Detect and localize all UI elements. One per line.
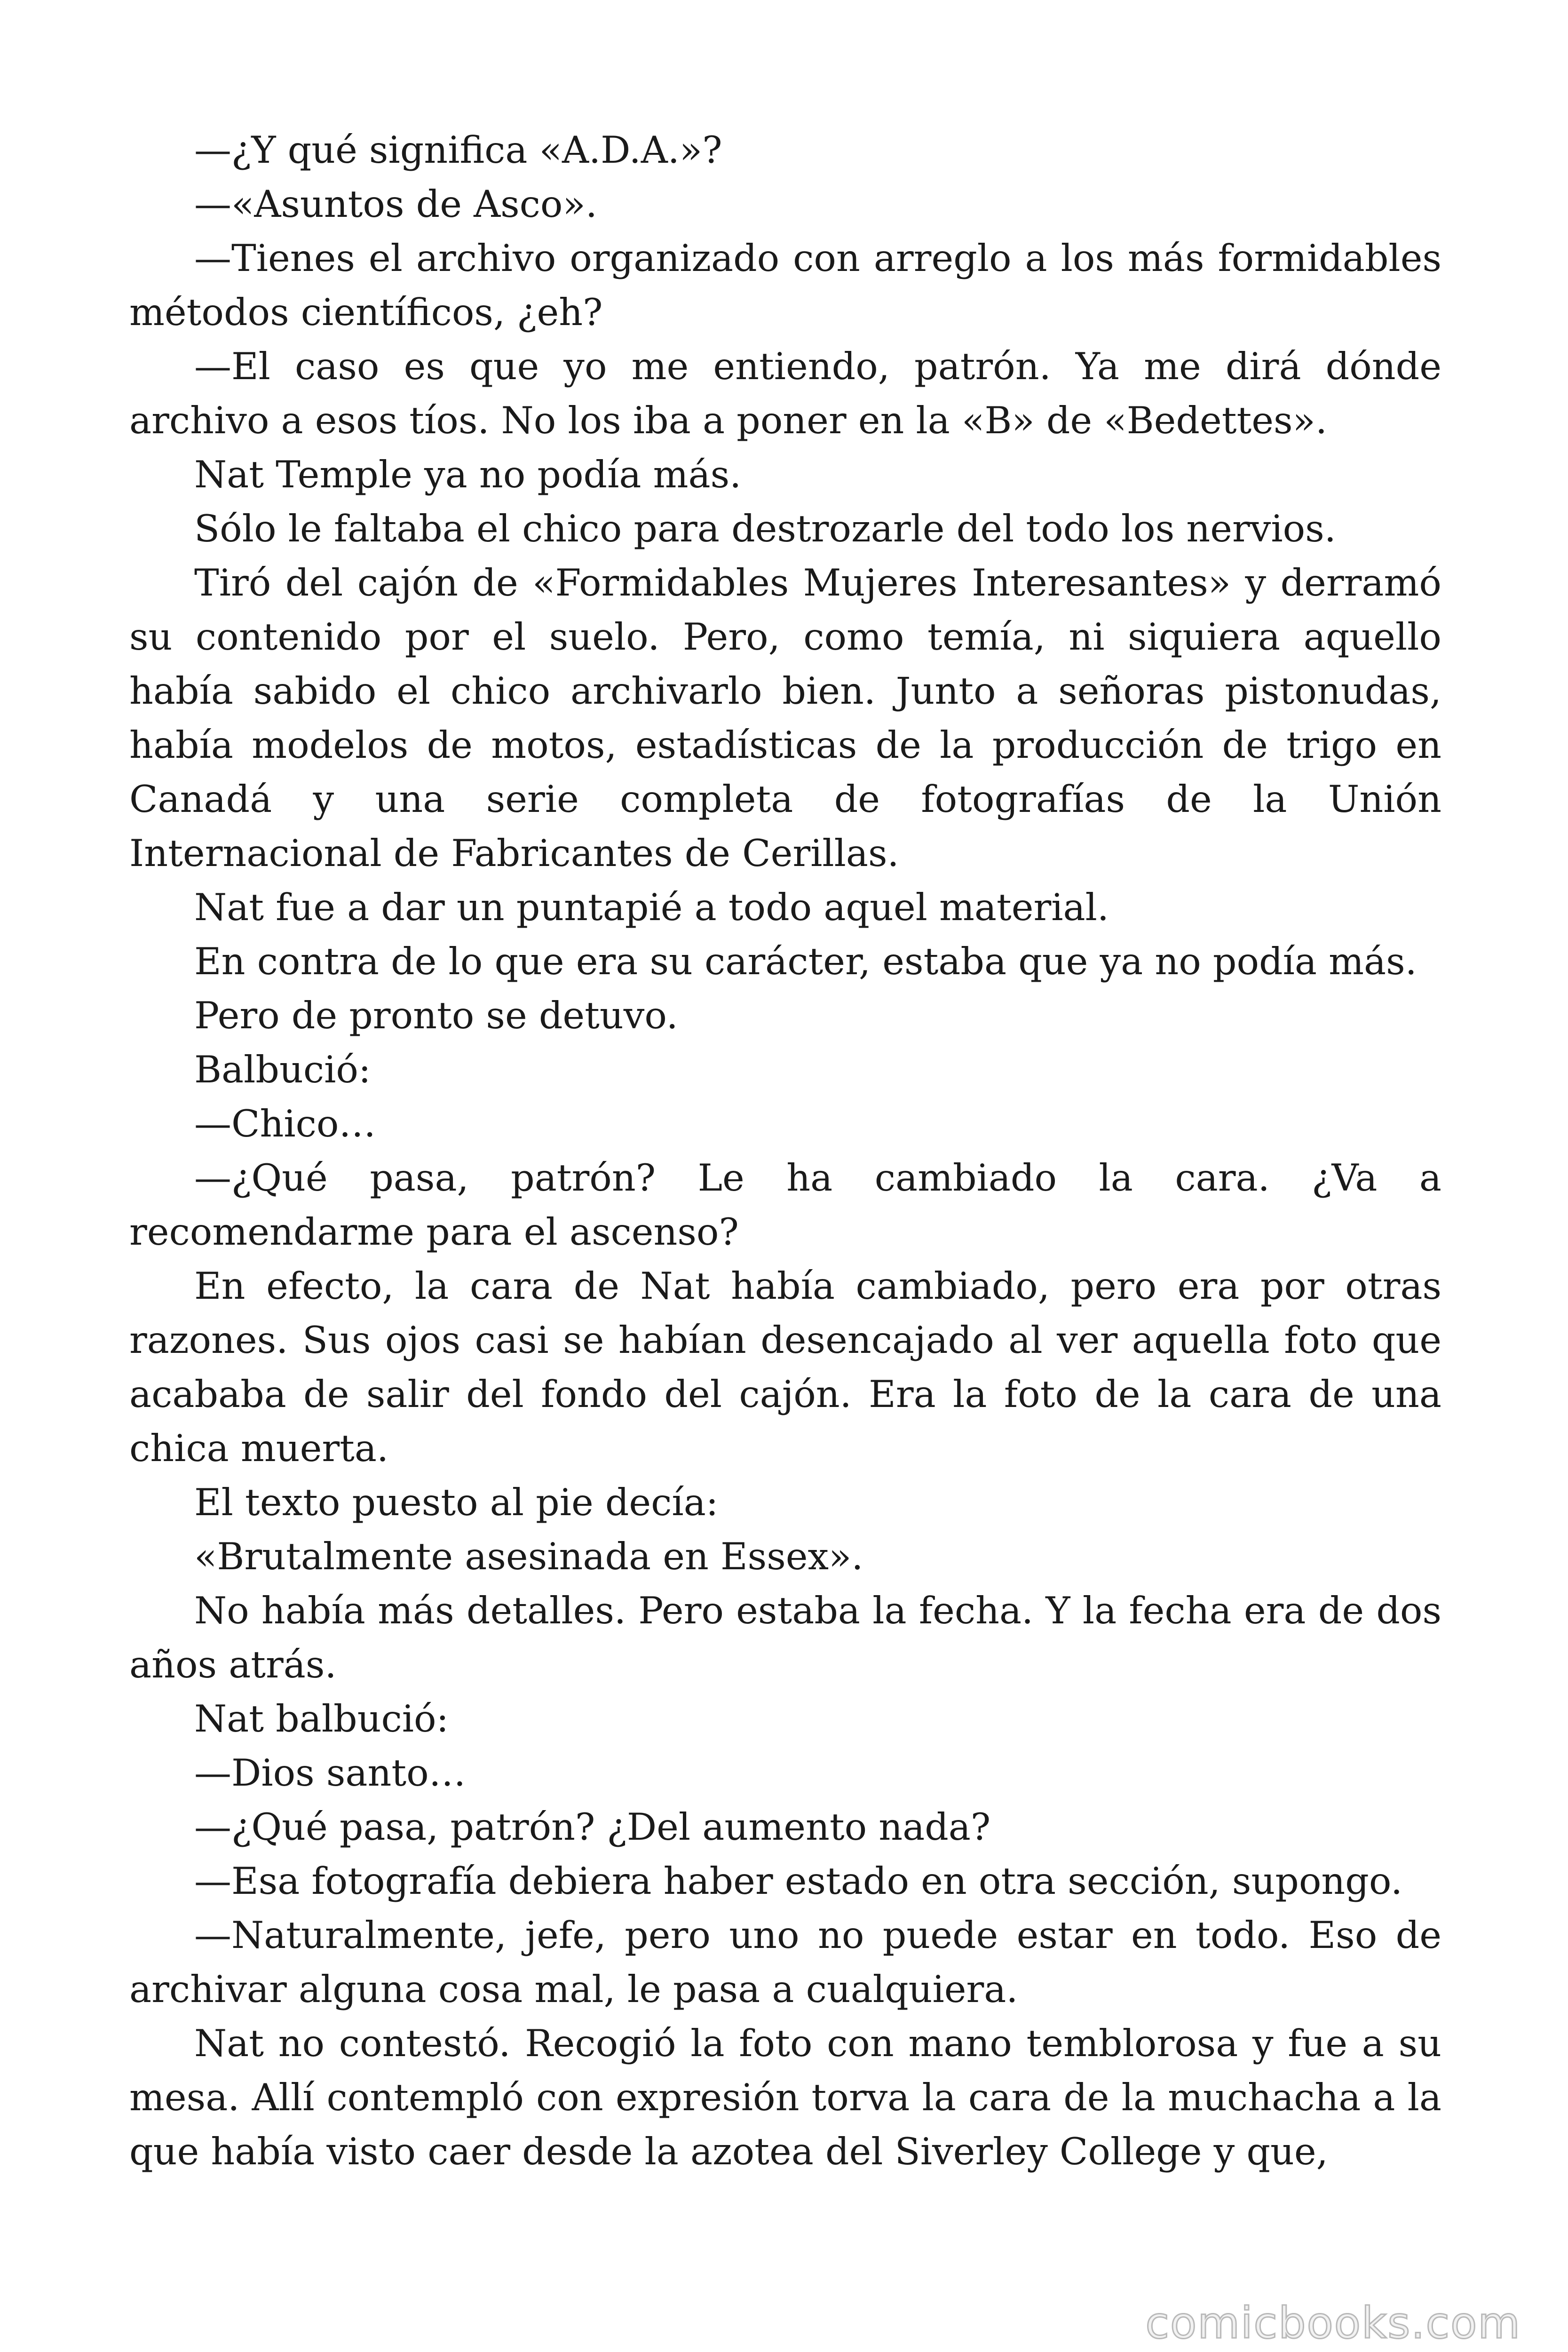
paragraph: Nat no contestó. Recogió la foto con mano temblorosa y fue a su mesa. Allí contempló con expresión torva la cara de la muchacha a la que había visto caer desde la azotea del Siverley College y que, — [129, 2022, 1441, 2173]
paragraph: Balbució: — [194, 1048, 371, 1091]
paragraph: Nat Temple ya no podía más. — [194, 453, 742, 496]
paragraph: —Dios santo… — [194, 1751, 466, 1795]
paragraph: Nat balbució: — [194, 1697, 449, 1740]
paragraph: —¿Qué pasa, patrón? Le ha cambiado la cara. ¿Va a recomendarme para el ascenso? — [129, 1156, 1441, 1254]
paragraph: —Esa fotografía debiera haber estado en otra sección, supongo. — [194, 1859, 1403, 1903]
paragraph: Tiró del cajón de «Formidables Mujeres Interesantes» y derramó su contenido por el suelo. Pero, como temía, ni siquiera aquello había sabido el chico archivarlo bien. Junto a señoras pistonudas, había modelos de motos, estadísticas de la producción de trigo en Canadá y una serie completa de fotografías de la Unión Internacional de Fabricantes de Cerillas. — [129, 561, 1441, 875]
paragraph: —¿Qué pasa, patrón? ¿Del aumento nada? — [194, 1805, 991, 1849]
paragraph: «Brutalmente asesinada en Essex». — [194, 1535, 863, 1578]
paragraph: Pero de pronto se detuvo. — [194, 994, 678, 1037]
paragraph: En efecto, la cara de Nat había cambiado, pero era por otras razones. Sus ojos casi se habían desencajado al ver aquella foto que acababa de salir del fondo del cajón. Era la foto de la cara de una chica muerta. — [129, 1264, 1441, 1470]
watermark: comicbooks.com — [1145, 2298, 1521, 2348]
paragraph: No había más detalles. Pero estaba la fecha. Y la fecha era de dos años atrás. — [129, 1589, 1441, 1686]
paragraph: —¿Y qué significa «A.D.A.»? — [194, 128, 722, 172]
paragraph: —Naturalmente, jefe, pero uno no puede estar en todo. Eso de archivar alguna cosa mal, le pasa a cualquiera. — [129, 1914, 1441, 2011]
paragraph: —«Asuntos de Asco». — [194, 183, 597, 226]
paragraph: Nat fue a dar un puntapié a todo aquel material. — [194, 886, 1109, 929]
page-body — [129, 123, 1441, 2179]
paragraph: En contra de lo que era su carácter, estaba que ya no podía más. — [194, 940, 1417, 983]
paragraph: —Tienes el archivo organizado con arreglo a los más formidables métodos científicos, ¿eh? — [129, 237, 1441, 334]
paragraph: —El caso es que yo me entiendo, patrón. Ya me dirá dónde archivo a esos tíos. No los iba a poner en la «B» de «Bedettes». — [129, 345, 1441, 442]
paragraph: Sólo le faltaba el chico para destrozarle del todo los nervios. — [194, 507, 1336, 550]
paragraph: El texto puesto al pie decía: — [194, 1481, 719, 1524]
paragraph: —Chico… — [194, 1102, 376, 1145]
